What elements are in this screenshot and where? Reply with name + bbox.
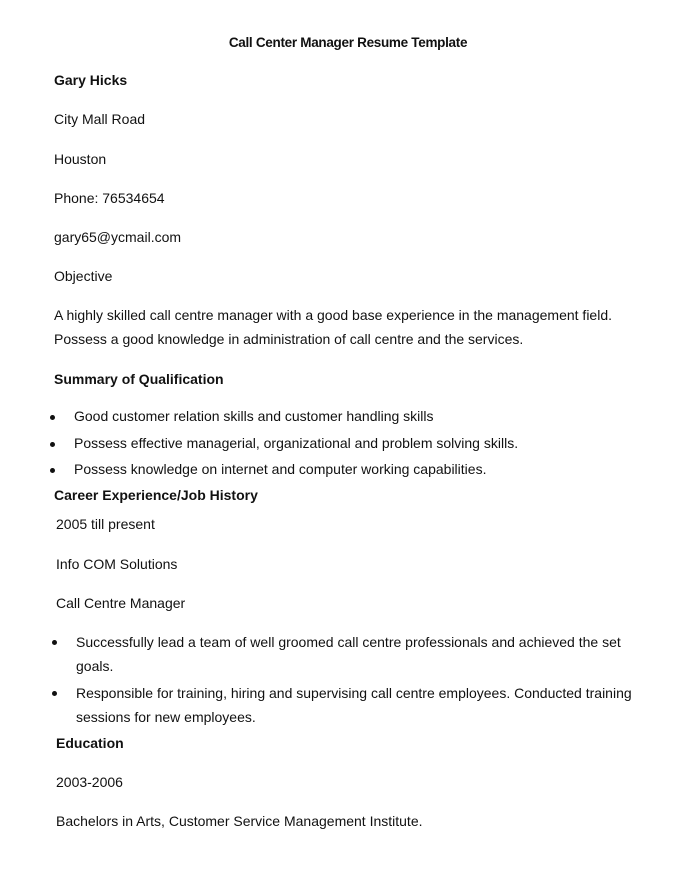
summary-item-text: Good customer relation skills and customer handling skills <box>74 408 434 424</box>
bullet-icon <box>52 691 57 696</box>
career-item-text: Successfully lead a team of well groomed call centre professionals and achieved the set goals. <box>76 634 621 674</box>
education-heading: Education <box>56 735 124 751</box>
career-heading: Career Experience/Job History <box>54 487 258 503</box>
career-role: Call Centre Manager <box>56 595 186 611</box>
bullet-icon <box>52 640 57 645</box>
resume-title: Call Center Manager Resume Template <box>228 35 468 50</box>
objective-heading: Objective <box>54 268 113 284</box>
bullet-icon <box>50 468 55 473</box>
summary-item <box>74 408 434 424</box>
career-company: Info COM Solutions <box>56 556 178 572</box>
summary-item-text: Possess effective managerial, organizational and problem solving skills. <box>74 435 519 451</box>
education-degree: Bachelors in Arts, Customer Service Management Institute. <box>56 813 423 829</box>
objective-text: A highly skilled call centre manager with a good base experience in the management field. Possess a good knowledge in administration of call centre and the services. <box>54 307 612 347</box>
career-item <box>76 630 646 678</box>
summary-item <box>74 435 518 451</box>
bullet-icon <box>50 442 55 447</box>
career-item <box>76 681 646 729</box>
city-line: Houston <box>54 151 107 167</box>
summary-heading: Summary of Qualification <box>54 371 224 387</box>
career-period: 2005 till present <box>56 516 155 532</box>
address-line: City Mall Road <box>54 111 146 127</box>
summary-item-text: Possess knowledge on internet and computer working capabilities. <box>74 461 487 477</box>
bullet-icon <box>50 415 55 420</box>
career-item-text: Responsible for training, hiring and supervising call centre employees. Conducted training sessions for new employees. <box>76 685 632 725</box>
education-period: 2003-2006 <box>56 774 123 790</box>
summary-item <box>74 461 486 477</box>
phone-line: Phone: 76534654 <box>54 190 165 206</box>
candidate-name: Gary Hicks <box>54 72 128 88</box>
email-line: gary65@ycmail.com <box>54 229 182 245</box>
